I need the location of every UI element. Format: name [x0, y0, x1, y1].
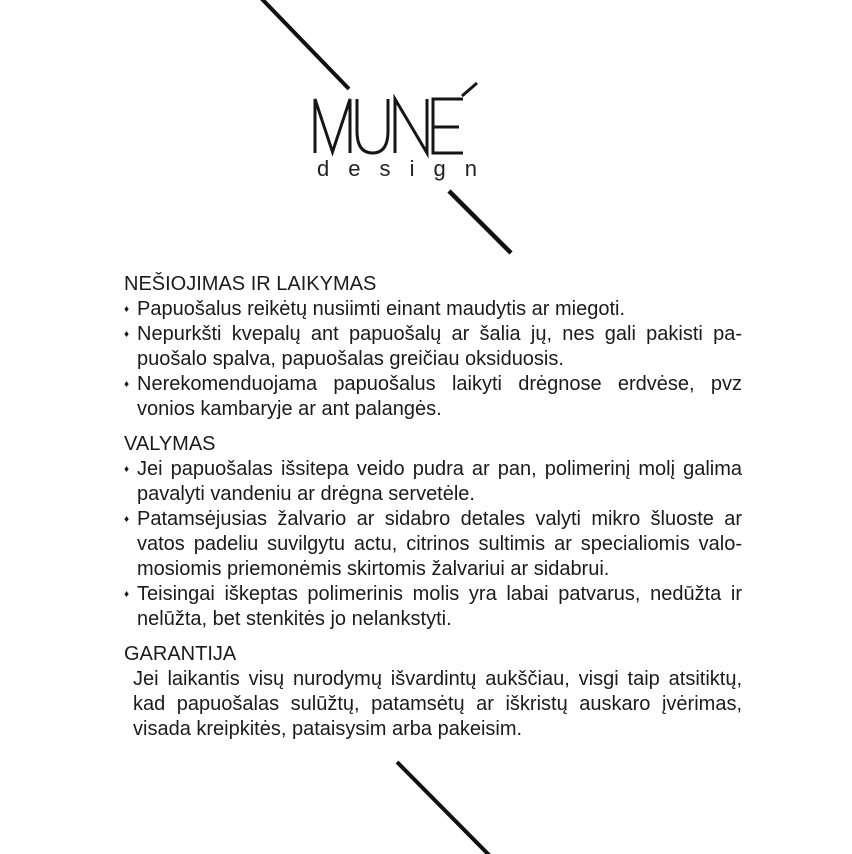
- body-line: Teisingai iškeptas polimerinis molis yra labai patvarus, nedūžta ir: [137, 583, 742, 605]
- body-line: Jei laikantis visų nurodymų išvardintų aukščiau, visgi taip atsitiktų,: [133, 668, 742, 690]
- list-item: [124, 457, 742, 507]
- body-line: Papuošalus reikėtų nusiimti einant maudytis ar miegoti.: [137, 298, 626, 320]
- body-line: visada kreipkitės, pataisysim arba pakeisim.: [133, 718, 523, 740]
- logo-accent-mark: [462, 83, 477, 96]
- logo-letter-m: [315, 99, 350, 153]
- logo-subtitle: design: [317, 156, 477, 181]
- body-line: nelūžta, bet stenkitės jo nelankstyti.: [137, 608, 452, 630]
- section-heading: VALYMAS: [124, 433, 216, 455]
- list-item: [124, 582, 742, 632]
- bullet-diamond-icon: ♦: [124, 304, 130, 315]
- body-line: Patamsėjusias žalvario ar sidabro detales valyti mikro šluoste ar: [137, 508, 742, 530]
- section-wearing-storage: [124, 272, 742, 422]
- bullet-diamond-icon: ♦: [124, 464, 130, 475]
- section-heading: NEŠIOJIMAS IR LAIKYMAS: [124, 273, 377, 295]
- diagonal-line-top: [260, 0, 349, 89]
- section-heading: GARANTIJA: [124, 643, 237, 665]
- body-line: kad papuošalas sulūžtų, patamsėtų ar iškristų auskaro įvėrimas,: [133, 693, 742, 715]
- list-item: [124, 322, 742, 372]
- bullet-diamond-icon: ♦: [124, 379, 130, 390]
- section-cleaning: [124, 432, 742, 632]
- bullet-diamond-icon: ♦: [124, 514, 130, 525]
- body-line: Nepurkšti kvepalų ant papuošalų ar šalia jų, nes gali pakisti pa-: [137, 323, 742, 345]
- list-item: [124, 297, 742, 322]
- body-line: Nerekomenduojama papuošalus laikyti drėgnose erdvėse, pvz: [137, 373, 742, 395]
- paragraph: [124, 667, 742, 742]
- logo-brand-lettermark: [315, 83, 477, 153]
- diagonal-line-middle: [449, 191, 511, 253]
- list-item: [124, 507, 742, 582]
- body-line: puošalo spalva, papuošalas greičiau oksiduosis.: [137, 348, 564, 370]
- body-line: vonios kambaryje ar ant palangės.: [137, 398, 442, 420]
- bullet-diamond-icon: ♦: [124, 329, 130, 340]
- instructions-text-block: [124, 272, 742, 752]
- diagonal-line-bottom: [397, 762, 492, 854]
- body-line: pavalyti vandeniu ar drėgna servetėle.: [137, 483, 475, 505]
- body-line: Jei papuošalas išsitepa veido pudra ar pan, polimerinį molį galima: [137, 458, 742, 480]
- logo-letter-e: [433, 99, 463, 153]
- logo-letter-u: [357, 99, 388, 153]
- bullet-diamond-icon: ♦: [124, 589, 130, 600]
- body-line: mosiomis priemonėmis skirtomis žalvariui ar sidabrui.: [137, 558, 610, 580]
- section-warranty: [124, 642, 742, 742]
- body-line: vatos padeliu suvilgytu actu, citrinos sultimis ar specialiomis valo-: [137, 533, 742, 555]
- list-item: [124, 372, 742, 422]
- logo-letter-n: [395, 99, 427, 153]
